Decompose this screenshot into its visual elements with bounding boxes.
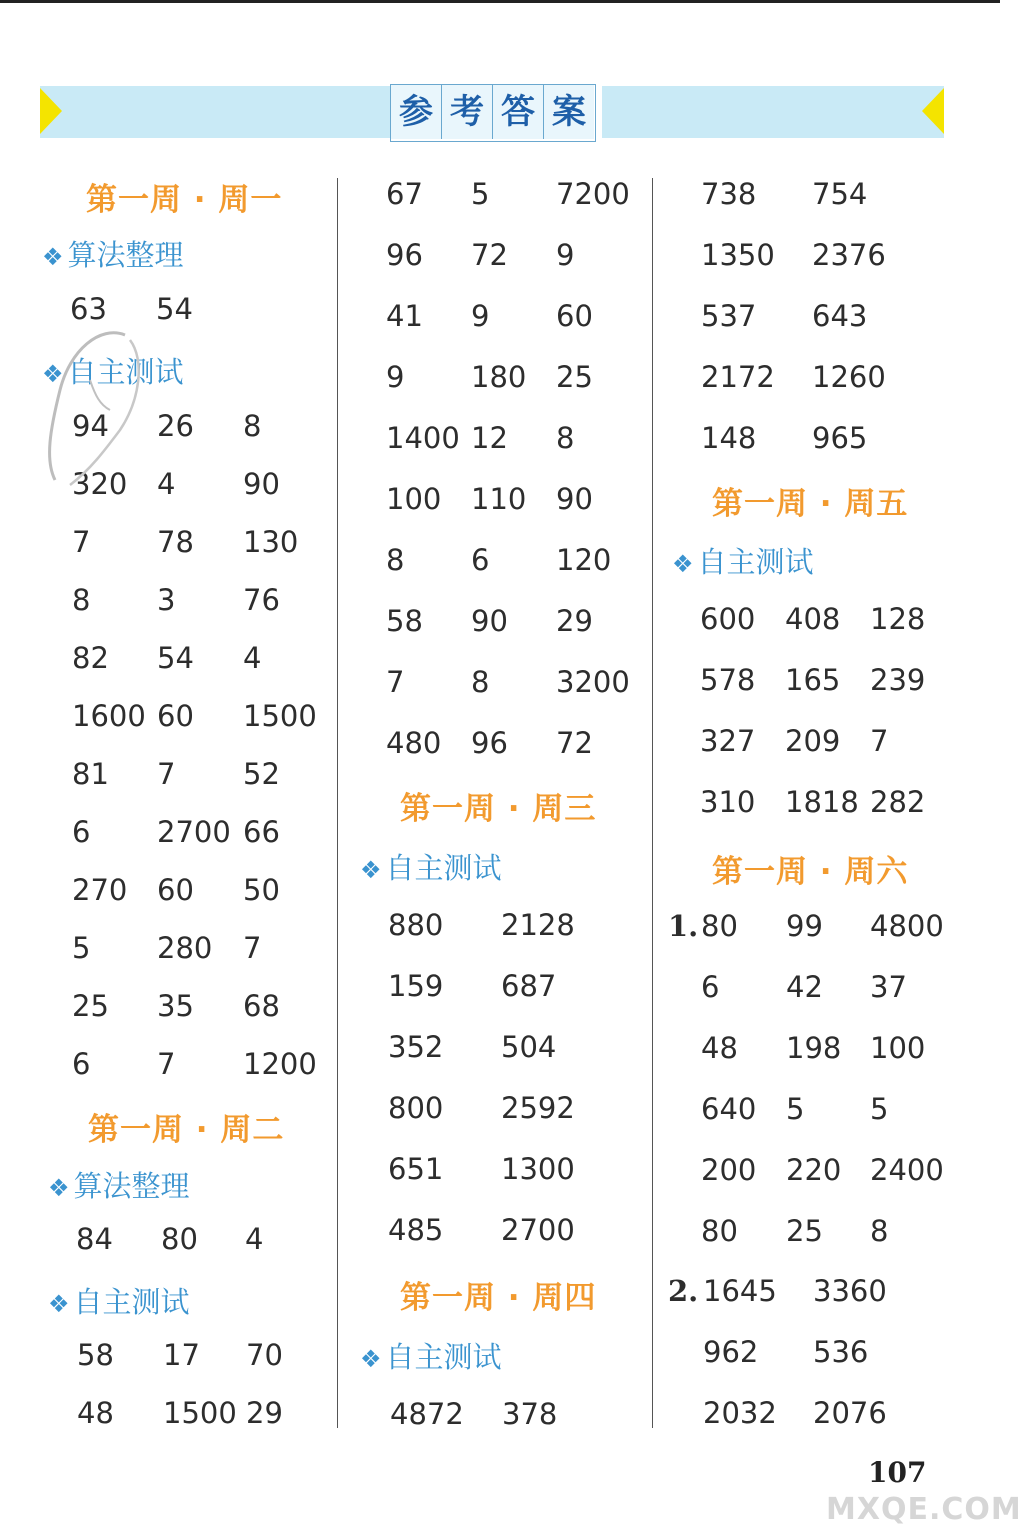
diamond-bullet-icon: ❖ [42, 243, 64, 271]
answer-value: 3 [157, 583, 176, 617]
answer-value: 9 [471, 299, 490, 333]
answer-value: 1600 [72, 699, 146, 733]
answer-value: 536 [813, 1335, 869, 1369]
answer-value: 100 [870, 1031, 926, 1065]
answer-value: 50 [243, 873, 280, 907]
answer-value: 1200 [243, 1047, 317, 1081]
answer-value: 60 [157, 699, 194, 733]
answer-value: 63 [70, 292, 107, 326]
answer-value: 480 [386, 726, 442, 760]
answer-value: 60 [157, 873, 194, 907]
answer-value: 6 [72, 815, 91, 849]
answer-value: 159 [388, 969, 444, 1003]
column-divider [337, 178, 338, 1428]
diamond-bullet-icon: ❖ [360, 856, 382, 884]
title-char: 答 [493, 85, 544, 139]
answer-value: 48 [77, 1396, 114, 1430]
answer-value: 1500 [243, 699, 317, 733]
answer-value: 280 [157, 931, 213, 965]
answer-value: 2700 [501, 1213, 575, 1247]
answer-value: 9 [556, 238, 575, 272]
answer-value: 54 [157, 641, 194, 675]
answer-value: 8 [556, 421, 575, 455]
answer-value: 198 [786, 1031, 842, 1065]
answer-value: 8 [243, 409, 262, 443]
answer-value: 66 [243, 815, 280, 849]
answer-value: 29 [246, 1396, 283, 1430]
watermark: MXQE.COM [826, 1492, 1022, 1527]
answer-value: 90 [243, 467, 280, 501]
answer-value: 687 [501, 969, 557, 1003]
answer-value: 600 [700, 602, 756, 636]
day-title-thursday: 第一周 · 周四 [400, 1280, 597, 1316]
answer-value: 209 [785, 724, 841, 758]
answer-value: 880 [388, 908, 444, 942]
answer-value: 165 [785, 663, 841, 697]
answer-value: 128 [870, 602, 926, 636]
answer-value: 3360 [813, 1274, 887, 1308]
answer-value: 7 [72, 525, 91, 559]
answer-value: 58 [386, 604, 423, 638]
answer-value: 310 [700, 785, 756, 819]
answer-value: 80 [161, 1222, 198, 1256]
answer-value: 1350 [701, 238, 775, 272]
answer-value: 7200 [556, 177, 630, 211]
answer-value: 42 [786, 970, 823, 1004]
answer-value: 504 [501, 1030, 557, 1064]
answer-value: 408 [785, 602, 841, 636]
answer-value: 7 [243, 931, 262, 965]
day-title-tuesday: 第一周 · 周二 [88, 1112, 285, 1148]
answer-value: 800 [388, 1091, 444, 1125]
answer-value: 9 [386, 360, 405, 394]
answer-value: 41 [386, 299, 423, 333]
answer-value: 80 [701, 909, 738, 943]
answer-value: 76 [243, 583, 280, 617]
answer-value: 4 [243, 641, 262, 675]
answer-value: 738 [701, 177, 757, 211]
answer-value: 54 [156, 292, 193, 326]
answer-value: 5 [786, 1092, 805, 1126]
answer-value: 96 [471, 726, 508, 760]
answer-value: 378 [502, 1397, 558, 1431]
answer-value: 8 [870, 1214, 889, 1248]
answer-value: 651 [388, 1152, 444, 1186]
answer-value: 1260 [812, 360, 886, 394]
section-label: 算法整理 [73, 1169, 190, 1203]
day-title-monday: 第一周 · 周一 [86, 182, 283, 218]
answer-value: 100 [386, 482, 442, 516]
answer-value: 26 [157, 409, 194, 443]
answer-value: 2400 [870, 1153, 944, 1187]
answer-value: 2172 [701, 360, 775, 394]
answer-value: 200 [701, 1153, 757, 1187]
answer-value: 5 [870, 1092, 889, 1126]
answer-value: 29 [556, 604, 593, 638]
answer-value: 52 [243, 757, 280, 791]
answer-value: 17 [163, 1338, 200, 1372]
answer-value: 1400 [386, 421, 460, 455]
answer-value: 1500 [163, 1396, 237, 1430]
section-heading [672, 540, 814, 581]
answer-value: 5 [471, 177, 490, 211]
answer-value: 2076 [813, 1396, 887, 1430]
answer-value: 110 [471, 482, 527, 516]
answer-value: 84 [76, 1222, 113, 1256]
section-heading [42, 233, 184, 274]
answer-value: 6 [701, 970, 720, 1004]
answer-value: 2700 [157, 815, 231, 849]
answer-value: 96 [386, 238, 423, 272]
answer-value: 70 [246, 1338, 283, 1372]
title-char: 案 [544, 85, 594, 139]
answer-value: 60 [556, 299, 593, 333]
pencil-scribble-icon [30, 320, 160, 530]
answer-value: 1645 [703, 1274, 777, 1308]
answer-value: 282 [870, 785, 926, 819]
section-label: 自主测试 [385, 851, 502, 885]
answer-value: 78 [157, 525, 194, 559]
column-divider [652, 178, 653, 1428]
answer-value: 1818 [785, 785, 859, 819]
question-number: 2. [668, 1274, 699, 1308]
answer-value: 25 [786, 1214, 823, 1248]
answer-value: 8 [72, 583, 91, 617]
answer-value: 180 [471, 360, 527, 394]
answer-value: 25 [556, 360, 593, 394]
title-char: 参 [391, 85, 442, 139]
answer-value: 239 [870, 663, 926, 697]
diamond-bullet-icon: ❖ [42, 360, 64, 388]
diamond-bullet-icon: ❖ [672, 550, 694, 578]
answer-value: 68 [243, 989, 280, 1023]
banner-bar-right [602, 86, 944, 138]
answer-value: 962 [703, 1335, 759, 1369]
banner-bar-left [40, 86, 390, 138]
section-label: 算法整理 [67, 238, 184, 272]
answer-value: 90 [471, 604, 508, 638]
banner-arrow-left-icon [40, 88, 62, 134]
answer-value: 4800 [870, 909, 944, 943]
answer-value: 94 [72, 409, 109, 443]
day-title-saturday: 第一周 · 周六 [712, 854, 909, 890]
page-number: 107 [868, 1456, 927, 1489]
answer-value: 99 [786, 909, 823, 943]
section-label: 自主测试 [73, 1285, 190, 1319]
answer-value: 82 [72, 641, 109, 675]
answer-value: 2376 [812, 238, 886, 272]
answer-value: 7 [157, 757, 176, 791]
answer-value: 2032 [703, 1396, 777, 1430]
answer-value: 7 [870, 724, 889, 758]
section-heading [360, 1335, 502, 1376]
title-char: 考 [442, 85, 493, 139]
section-heading [360, 846, 502, 887]
answer-value: 148 [701, 421, 757, 455]
answer-value: 120 [556, 543, 612, 577]
answer-value: 35 [157, 989, 194, 1023]
diamond-bullet-icon: ❖ [48, 1290, 70, 1318]
page-title [390, 84, 596, 142]
answer-value: 72 [556, 726, 593, 760]
answer-value: 643 [812, 299, 868, 333]
answer-value: 48 [701, 1031, 738, 1065]
answer-value: 81 [72, 757, 109, 791]
answer-value: 80 [701, 1214, 738, 1248]
banner-arrow-right-icon [922, 88, 944, 134]
answer-value: 4 [157, 467, 176, 501]
section-heading [48, 1164, 190, 1205]
answer-value: 270 [72, 873, 128, 907]
answer-value: 965 [812, 421, 868, 455]
answer-value: 5 [72, 931, 91, 965]
answer-value: 320 [72, 467, 128, 501]
answer-value: 12 [471, 421, 508, 455]
question-number: 1. [668, 909, 699, 943]
answer-value: 90 [556, 482, 593, 516]
answer-value: 352 [388, 1030, 444, 1064]
answer-value: 3200 [556, 665, 630, 699]
answer-value: 640 [701, 1092, 757, 1126]
answer-value: 7 [157, 1047, 176, 1081]
answer-value: 754 [812, 177, 868, 211]
diamond-bullet-icon: ❖ [48, 1174, 70, 1202]
answer-value: 72 [471, 238, 508, 272]
answer-value: 327 [700, 724, 756, 758]
section-label: 自主测试 [385, 1340, 502, 1374]
answer-value: 1300 [501, 1152, 575, 1186]
answer-value: 130 [243, 525, 299, 559]
answer-value: 2128 [501, 908, 575, 942]
answer-value: 8 [386, 543, 405, 577]
answer-value: 485 [388, 1213, 444, 1247]
section-heading [48, 1280, 190, 1321]
answer-value: 6 [72, 1047, 91, 1081]
answer-value: 2592 [501, 1091, 575, 1125]
answer-value: 37 [870, 970, 907, 1004]
answer-value: 4872 [390, 1397, 464, 1431]
answer-value: 578 [700, 663, 756, 697]
answer-value: 6 [471, 543, 490, 577]
section-label: 自主测试 [697, 545, 814, 579]
answer-value: 8 [471, 665, 490, 699]
answer-value: 58 [77, 1338, 114, 1372]
answer-value: 537 [701, 299, 757, 333]
answer-value: 25 [72, 989, 109, 1023]
day-title-wednesday: 第一周 · 周三 [400, 791, 597, 827]
page-top-border [0, 0, 1000, 3]
section-label: 自主测试 [67, 355, 184, 389]
answer-value: 67 [386, 177, 423, 211]
answer-value: 220 [786, 1153, 842, 1187]
day-title-friday: 第一周 · 周五 [712, 486, 909, 522]
answer-value: 7 [386, 665, 405, 699]
diamond-bullet-icon: ❖ [360, 1345, 382, 1373]
answer-value: 4 [245, 1222, 264, 1256]
